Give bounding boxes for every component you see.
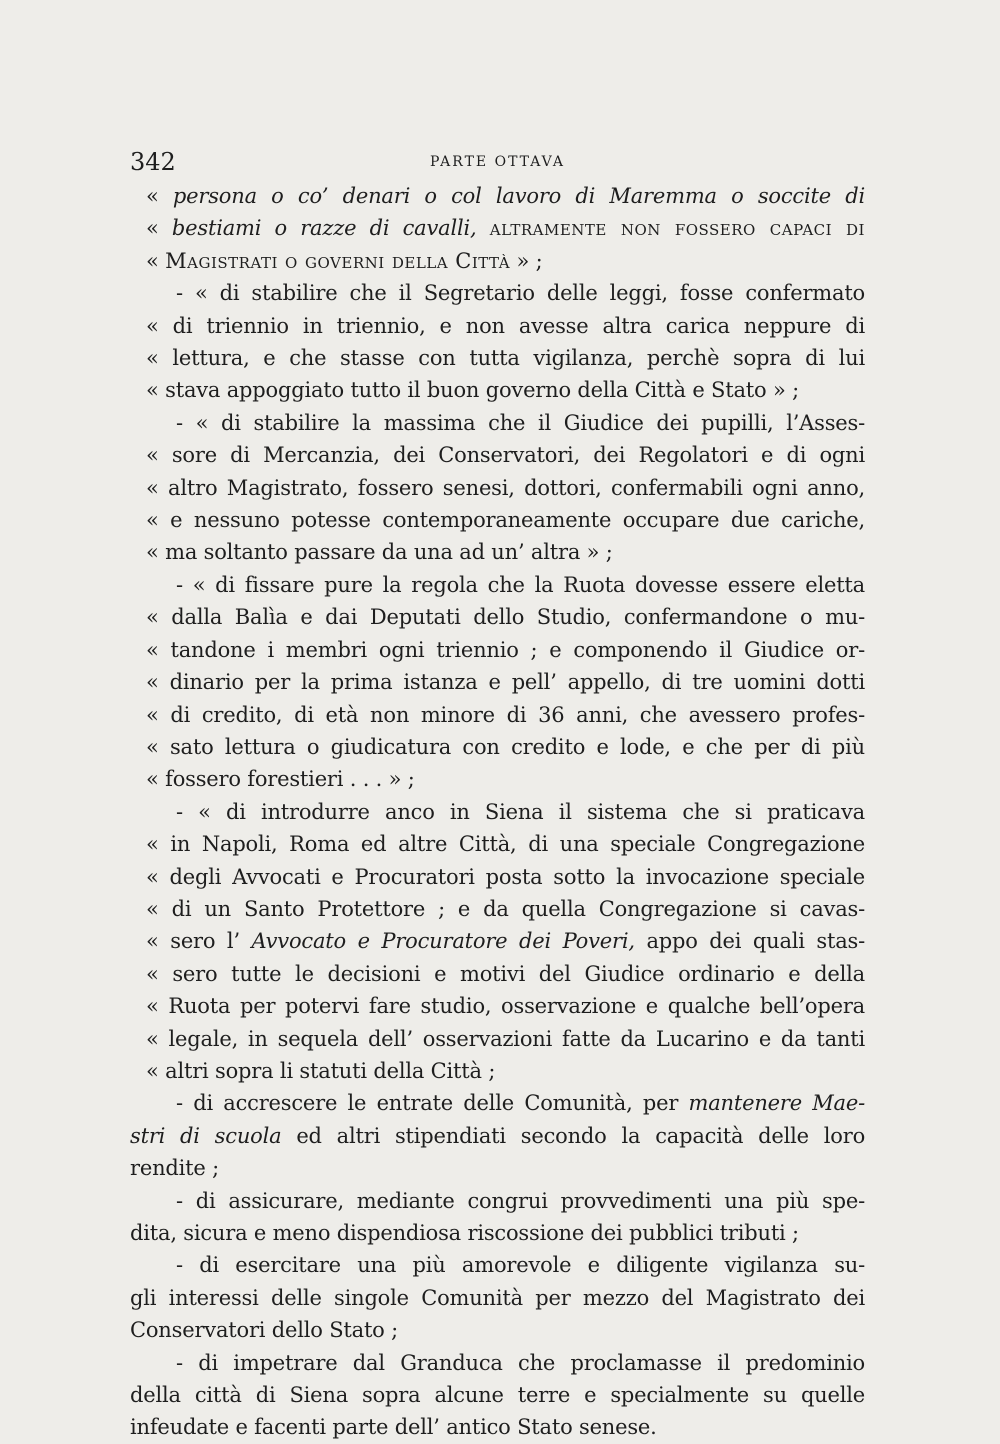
text-line (130, 374, 865, 406)
italic-text: Avvocato e Procuratore dei Poveri, (251, 929, 635, 954)
text-line (130, 958, 865, 990)
text-run: - di assicurare, mediante congrui provvedimenti una più spe- (176, 1188, 865, 1213)
text-line (130, 439, 865, 471)
text-line (130, 796, 865, 828)
text-line (130, 245, 865, 277)
text-line (130, 1282, 865, 1314)
text-run: - « di introdurre anco in Siena il sistema che si praticava (176, 799, 865, 824)
text-run: « sore di Mercanzia, dei Conservatori, dei Regolatori e di ogni (146, 443, 865, 468)
text-line (130, 277, 865, 309)
text-run: « dinario per la prima istanza e pell’ appello, di tre uomini dotti (146, 670, 865, 695)
text-line (130, 666, 865, 698)
text-run: « sero tutte le decisioni e motivi del Giudice ordinario e della (146, 961, 865, 986)
text-run: « sero l’ (146, 929, 252, 954)
text-run: ed altri stipendiati secondo la capacità delle loro (281, 1123, 865, 1148)
text-run: » ; (510, 248, 543, 273)
text-line (130, 504, 865, 536)
text-line (130, 634, 865, 666)
text-line (130, 893, 865, 925)
text-line (130, 1314, 865, 1346)
text-line (130, 601, 865, 633)
text-run: della città di Siena sopra alcune terre e specialmente su quelle (130, 1383, 865, 1408)
text-run: « degli Avvocati e Procuratori posta sotto la invocazione speciale (146, 864, 865, 889)
text-run (477, 216, 490, 240)
smallcaps-text: altramente non fossero capaci di (489, 216, 865, 241)
text-line (130, 1087, 865, 1119)
page-number: 342 (130, 148, 176, 176)
text-line (130, 536, 865, 568)
text-run: - « di stabilire che il Segretario delle leggi, fosse confermato (176, 281, 865, 306)
text-line (130, 472, 865, 504)
page-header (130, 146, 865, 178)
text-line (130, 1379, 865, 1411)
text-run: « ma soltanto passare da una ad un’ altra » ; (146, 540, 613, 565)
text-run: « sato lettura o giudicatura con credito e lode, e che per di più (146, 734, 865, 759)
italic-text: persona o co’ denari o col lavoro di Maremma o soccite di (172, 184, 865, 208)
italic-text: stri di scuola (130, 1123, 282, 1148)
text-line (130, 212, 865, 244)
text-run: « altro Magistrato, fossero senesi, dottori, confermabili ogni anno, (146, 475, 865, 500)
text-run: « Ruota per potervi fare studio, osservazione e qualche bell’opera (146, 994, 865, 1019)
text-run: « in Napoli, Roma ed altre Città, di una speciale Congregazione (146, 832, 865, 857)
text-line (130, 1217, 865, 1249)
text-line (130, 407, 865, 439)
italic-text: mantenere Mae- (688, 1091, 865, 1116)
text-line (130, 1185, 865, 1217)
text-line (130, 861, 865, 893)
text-run: « altri sopra li statuti della Città ; (146, 1058, 496, 1083)
text-run: « legale, in sequela dell’ osservazioni fatte da Lucarino e da tanti (146, 1026, 865, 1051)
text-run: - di esercitare una più amorevole e diligente vigilanza su- (176, 1253, 865, 1278)
text-run: - di accrescere le entrate delle Comunità, per (176, 1091, 689, 1116)
text-run: « (146, 216, 172, 241)
text-run: « lettura, e che stasse con tutta vigilanza, perchè sopra di lui (146, 346, 865, 371)
italic-text: bestiami o razze di cavalli, (171, 216, 477, 241)
text-run: « (146, 184, 173, 208)
text-line (130, 925, 865, 957)
text-line (130, 180, 865, 212)
text-line (130, 1411, 865, 1443)
text-run: appo dei quali stas- (634, 929, 865, 954)
text-run: Conservatori dello Stato ; (130, 1318, 398, 1343)
text-run: « di credito, di età non minore di 36 anni, che avessero profes- (146, 702, 865, 727)
text-run: rendite ; (130, 1156, 219, 1181)
text-run: infeudate e facenti parte dell’ antico Stato senese. (130, 1415, 657, 1440)
text-line (130, 1055, 865, 1087)
text-line (130, 1152, 865, 1184)
text-run: - « di fissare pure la regola che la Ruota dovesse essere eletta (176, 572, 865, 597)
text-run: dita, sicura e meno dispendiosa riscossione dei pubblici tributi ; (130, 1221, 799, 1245)
text-run: - « di stabilire la massima che il Giudice dei pupilli, l’Asses- (176, 410, 865, 435)
text-line (130, 763, 865, 795)
text-line (130, 699, 865, 731)
text-run: « fossero forestieri . . . » ; (146, 767, 415, 792)
text-run: - di impetrare dal Granduca che proclamasse il predominio (176, 1350, 865, 1375)
text-line (130, 1347, 865, 1379)
text-line (130, 1023, 865, 1055)
text-run: « tandone i membri ogni triennio ; e componendo il Giudice or- (146, 637, 865, 662)
text-line (130, 990, 865, 1022)
text-line (130, 828, 865, 860)
text-run: « di un Santo Protettore ; e da quella Congregazione si cavas- (146, 896, 865, 921)
smallcaps-text: Magistrati o governi della Città (165, 248, 511, 273)
text-run: « stava appoggiato tutto il buon governo della Città e Stato » ; (146, 378, 799, 403)
text-line (130, 1120, 865, 1152)
text-line (130, 342, 865, 374)
text-run: gli interessi delle singole Comunità per mezzo del Magistrato dei (130, 1285, 865, 1310)
text-line (130, 569, 865, 601)
text-run: « (146, 248, 166, 273)
text-run: « di triennio in triennio, e non avesse altra carica neppure di (146, 313, 865, 338)
running-title: PARTE OTTAVA (430, 154, 565, 170)
text-line (130, 310, 865, 342)
text-run: « dalla Balìa e dai Deputati dello Studio, confermandone o mu- (146, 605, 865, 630)
text-line (130, 1249, 865, 1281)
text-line (130, 731, 865, 763)
text-run: « e nessuno potesse contemporaneamente occupare due cariche, (146, 508, 865, 533)
body-text (130, 180, 865, 1444)
